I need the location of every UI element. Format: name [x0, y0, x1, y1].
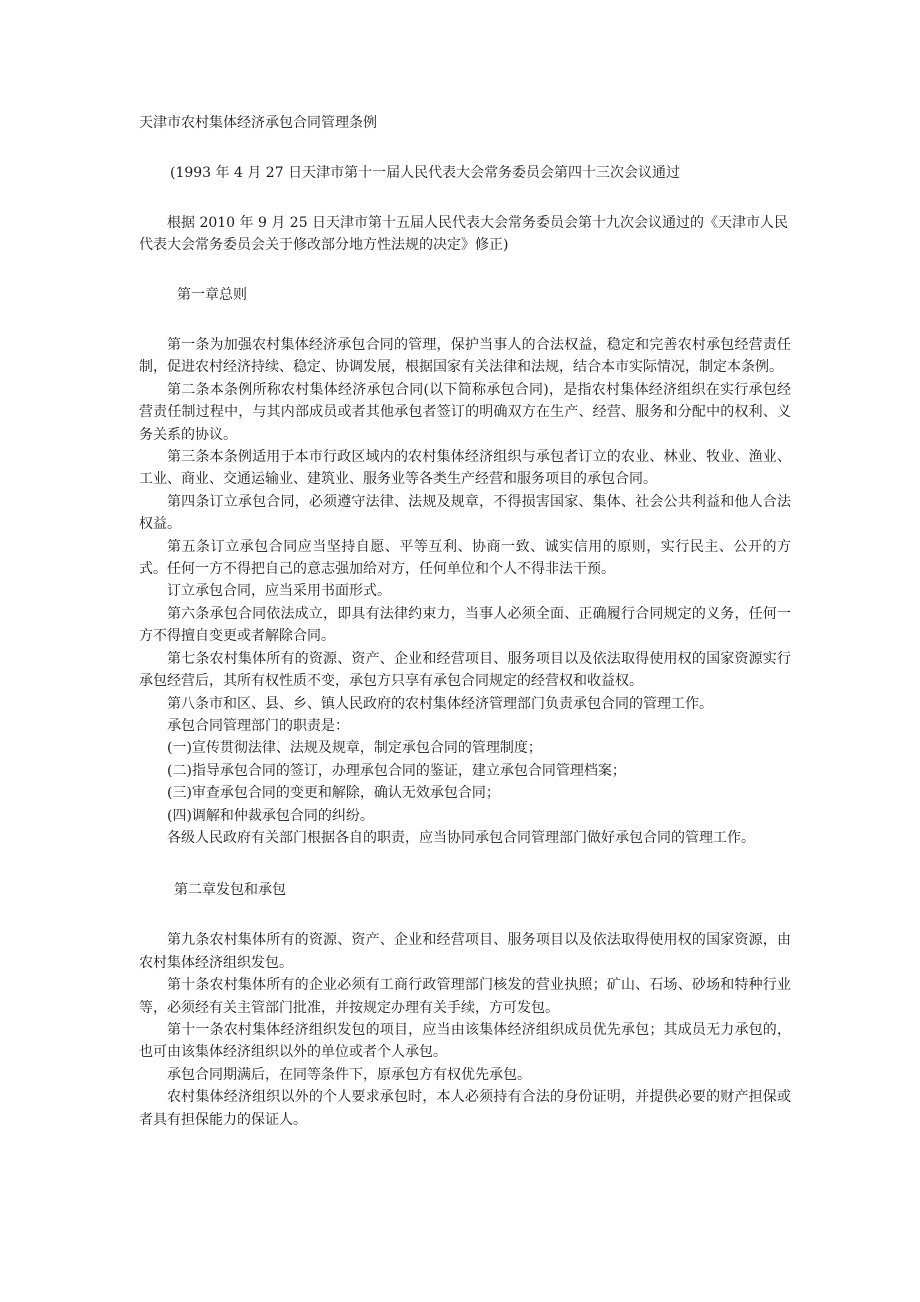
article-1: 第一条为加强农村集体经济承包合同的管理，保护当事人的合法权益，稳定和完善农村承包经营责任制，促进农村经济持续、稳定、协调发展，根据国家有关法律和法规，结合本市实际情况，制定本条例。: [139, 337, 791, 376]
chapter-2-heading: 第二章发包和承包: [174, 882, 286, 899]
chapter-1-heading: 第一章总则: [177, 287, 247, 303]
article-8-duty-1: (一)宣传贯彻法律、法规及规章，制定承包合同的管理制度；: [167, 740, 542, 757]
article-2: 第二条本条例所称农村集体经济承包合同(以下简称承包合同)，是指农村集体经济组织在实行承包经营责任制过程中，与其内部成员或者其他承包者签订的明确双方在生产、经营、服务和分配中的权利、义务关系的协议。: [139, 381, 791, 443]
article-6: 第六条承包合同依法成立，即具有法律约束力，当事人必须全面、正确履行合同规定的义务，任何一方不得擅自变更或者解除合同。: [139, 605, 791, 645]
article-11-external: 农村集体经济组织以外的个人要求承包时，本人必须持有合法的身份证明，并提供必要的财产担保或者具有担保能力的保证人。: [139, 1089, 791, 1128]
article-8: 第八条市和区、县、乡、镇人民政府的农村集体经济管理部门负责承包合同的管理工作。: [167, 695, 713, 712]
adoption-note: (1993 年 4 月 27 日天津市第十一届人民代表大会常务委员会第四十三次会议通过: [170, 165, 681, 181]
article-10: 第十条农村集体所有的企业必须有工商行政管理部门核发的营业执照；矿山、石场、砂场和特种行业等，必须经有关主管部门批准，并按规定办理有关手续，方可发包。: [139, 977, 791, 1016]
article-3: 第三条本条例适用于本市行政区域内的农村集体经济组织与承包者订立的农业、林业、牧业、渔业、工业、商业、交通运输业、建筑业、服务业等各类生产经营和服务项目的承包合同。: [139, 449, 791, 488]
article-8-duty-2: (二)指导承包合同的签订，办理承包合同的鉴证，建立承包合同管理档案；: [167, 762, 626, 779]
article-8-duty-3: (三)审查承包合同的变更和解除，确认无效承包合同；: [167, 785, 500, 802]
article-7: 第七条农村集体所有的资源、资产、企业和经营项目、服务项目以及依法取得使用权的国家资源实行承包经营后，其所有权性质不变，承包方只享有承包合同规定的经营权和收益权。: [139, 650, 791, 690]
article-5-clause: 订立承包合同，应当采用书面形式。: [167, 583, 391, 600]
document-page: [139, 112, 791, 1131]
amendment-note: 根据 2010 年 9 月 25 日天津市第十五届人民代表大会常务委员会第十九次会议通过的《天津市人民代表大会常务委员会关于修改部分地方性法规的决定》修正): [139, 215, 789, 253]
document-title: 天津市农村集体经济承包合同管理条例: [139, 115, 377, 131]
article-8-closing: 各级人民政府有关部门根据各自的职责，应当协同承包合同管理部门做好承包合同的管理工作。: [167, 829, 755, 846]
article-4: 第四条订立承包合同，必须遵守法律、法规及规章，不得损害国家、集体、社会公共利益和他人合法权益。: [139, 493, 791, 533]
article-11-renewal: 承包合同期满后，在同等条件下，原承包方有权优先承包。: [167, 1066, 531, 1083]
chapter-1-body: [139, 334, 791, 849]
article-8-duty-4: (四)调解和仲裁承包合同的纠纷。: [167, 807, 374, 824]
chapter-2-body: [139, 929, 791, 1131]
article-9: 第九条农村集体所有的资源、资产、企业和经营项目、服务项目以及依法取得使用权的国家资源，由农村集体经济组织发包。: [139, 932, 791, 971]
article-11: 第十一条农村集体经济组织发包的项目，应当由该集体经济组织成员优先承包；其成员无力承包的，也可由该集体经济组织以外的单位或者个人承包。: [139, 1021, 791, 1061]
article-8-duties-intro: 承包合同管理部门的职责是：: [167, 717, 349, 734]
article-5: 第五条订立承包合同应当坚持自愿、平等互利、协商一致、诚实信用的原则，实行民主、公开的方式。任何一方不得把自己的意志强加给对方，任何单位和个人不得非法干预。: [139, 538, 791, 578]
